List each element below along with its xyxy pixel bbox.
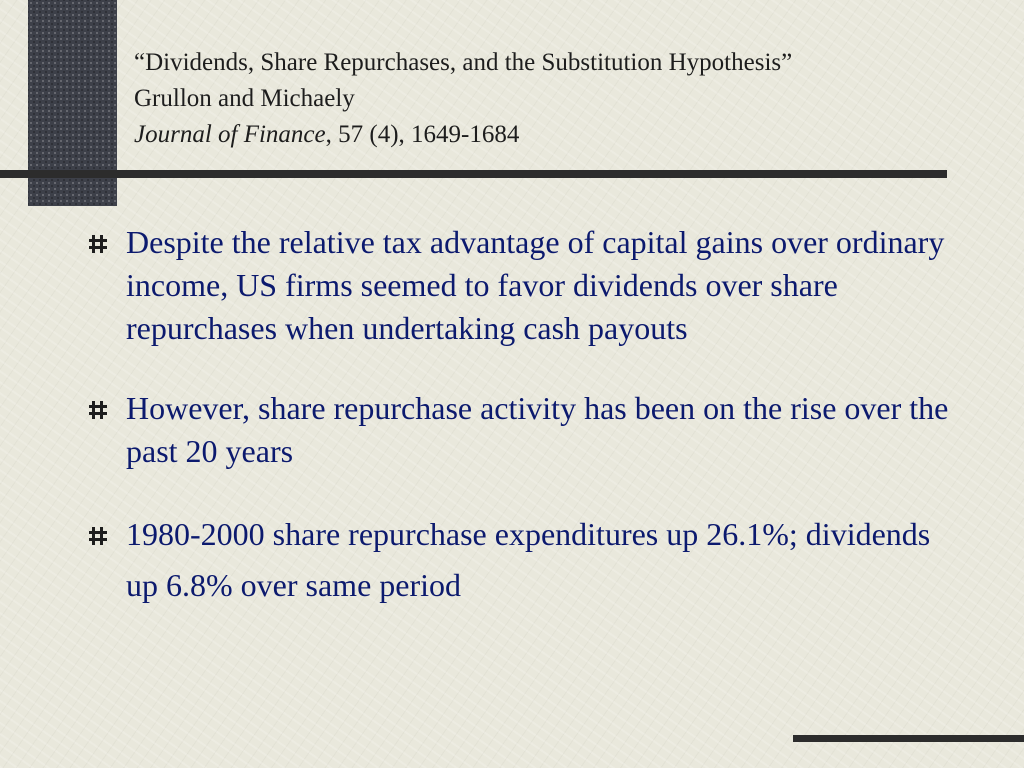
hash-bullet-icon bbox=[89, 235, 107, 253]
bullet-item bbox=[88, 387, 968, 473]
header-divider bbox=[0, 170, 947, 178]
bullet-text: Despite the relative tax advantage of capital gains over ordinary income, US firms seemed to favor dividends over share repurchases when undertaking cash payouts bbox=[126, 224, 945, 346]
hash-bullet-icon bbox=[89, 527, 107, 545]
bullet-list bbox=[88, 221, 968, 611]
hash-bullet-icon bbox=[89, 401, 107, 419]
bullet-text: However, share repurchase activity has been on the rise over the past 20 years bbox=[126, 390, 949, 469]
footer-divider bbox=[793, 735, 1024, 742]
bullet-item bbox=[88, 221, 968, 350]
bullet-item bbox=[88, 509, 968, 611]
slide-title bbox=[134, 45, 974, 153]
paper-title: “Dividends, Share Repurchases, and the Substitution Hypothesis” bbox=[134, 49, 793, 76]
bullet-text: 1980-2000 share repurchase expenditures up 26.1%; dividends up 6.8% over same period bbox=[126, 516, 931, 603]
paper-authors: Grullon and Michaely bbox=[134, 85, 355, 112]
journal-name: Journal of Finance bbox=[134, 121, 326, 148]
journal-volume-pages: , 57 (4), 1649-1684 bbox=[325, 121, 520, 148]
journal-citation bbox=[134, 117, 974, 153]
